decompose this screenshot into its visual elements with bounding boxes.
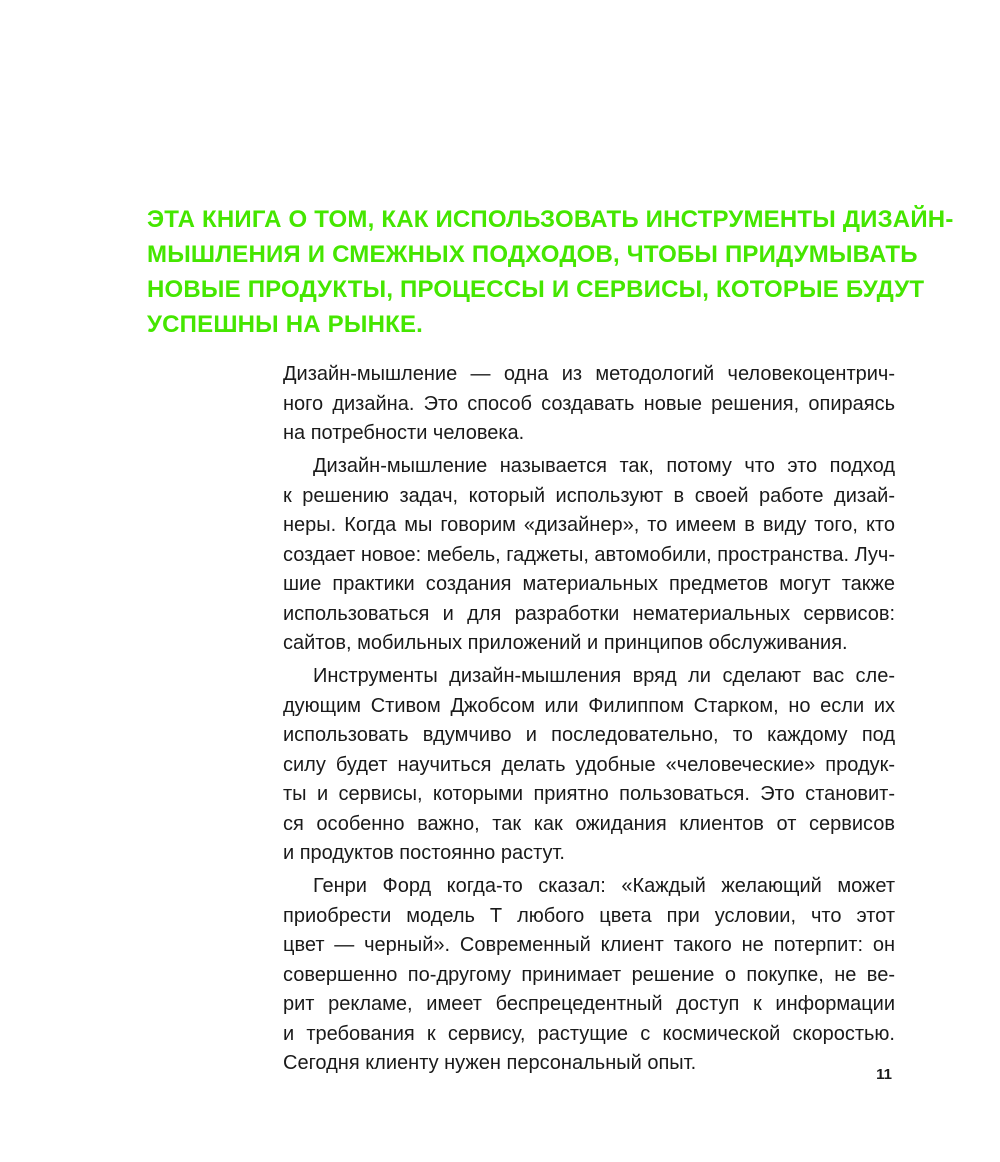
paragraph-2 bbox=[283, 452, 895, 659]
paragraph-3 bbox=[283, 662, 895, 869]
text-line: дующим Стивом Джобсом или Филиппом Старком, но если их bbox=[283, 694, 895, 717]
text-line: шие практики создания материальных предметов могут также bbox=[283, 573, 895, 595]
text-line: сайтов, мобильных приложений и принципов обслуживания. bbox=[283, 632, 848, 654]
text-line: ся особенно важно, так как ожидания клиентов от сервисов bbox=[283, 812, 895, 835]
text-line: и требования к сервису, растущие с космической скоростью. bbox=[283, 1022, 895, 1045]
text-line: Дизайн-мышление — одна из методологий человекоцентрич- bbox=[283, 363, 895, 385]
headline-line: НОВЫЕ ПРОДУКТЫ, ПРОЦЕССЫ И СЕРВИСЫ, КОТОРЫЕ БУДУТ bbox=[147, 276, 925, 303]
paragraph-4 bbox=[283, 872, 895, 1079]
text-line: приобрести модель Т любого цвета при условии, что этот bbox=[283, 904, 895, 927]
text-line: на потребности человека. bbox=[283, 422, 525, 444]
text-line: неры. Когда мы говорим «дизайнер», то имеем в виду того, кто bbox=[283, 514, 895, 536]
page-number: 11 bbox=[876, 1066, 892, 1083]
text-line: использовать вдумчиво и последовательно, то каждому под bbox=[283, 724, 895, 746]
text-line: ного дизайна. Это способ создавать новые решения, опираясь bbox=[283, 392, 895, 415]
text-line: Инструменты дизайн-мышления вряд ли сделают вас сле- bbox=[313, 665, 895, 687]
body-text bbox=[283, 360, 895, 1082]
text-line: силу будет научиться делать удобные «человеческие» продук- bbox=[283, 753, 895, 776]
headline bbox=[147, 202, 954, 342]
text-line: Дизайн-мышление называется так, потому что это подход bbox=[313, 455, 895, 477]
text-line: Генри Форд когда-то сказал: «Каждый желающий может bbox=[313, 875, 895, 897]
text-line: рит рекламе, имеет беспрецедентный доступ к информации bbox=[283, 993, 895, 1015]
headline-line: МЫШЛЕНИЯ И СМЕЖНЫХ ПОДХОДОВ, ЧТОБЫ ПРИДУМЫВАТЬ bbox=[147, 241, 918, 268]
text-line: Сегодня клиенту нужен персональный опыт. bbox=[283, 1052, 697, 1074]
headline-line: ЭТА КНИГА О ТОМ, КАК ИСПОЛЬЗОВАТЬ ИНСТРУМЕНТЫ ДИЗАЙН- bbox=[147, 206, 954, 233]
text-line: использоваться и для разработки нематериальных сервисов: bbox=[283, 602, 895, 625]
text-line: к решению задач, который используют в своей работе дизай- bbox=[283, 484, 895, 507]
text-line: совершенно по-другому принимает решение о покупке, не ве- bbox=[283, 963, 895, 986]
headline-line: УСПЕШНЫ НА РЫНКЕ. bbox=[147, 311, 424, 338]
text-line: и продуктов постоянно растут. bbox=[283, 842, 565, 864]
paragraph-1 bbox=[283, 360, 895, 449]
text-line: цвет — черный». Современный клиент такого не потерпит: он bbox=[283, 934, 895, 956]
text-line: создает новое: мебель, гаджеты, автомобили, пространства. Луч- bbox=[283, 543, 896, 566]
text-line: ты и сервисы, которыми приятно пользоваться. Это становит- bbox=[283, 783, 895, 805]
